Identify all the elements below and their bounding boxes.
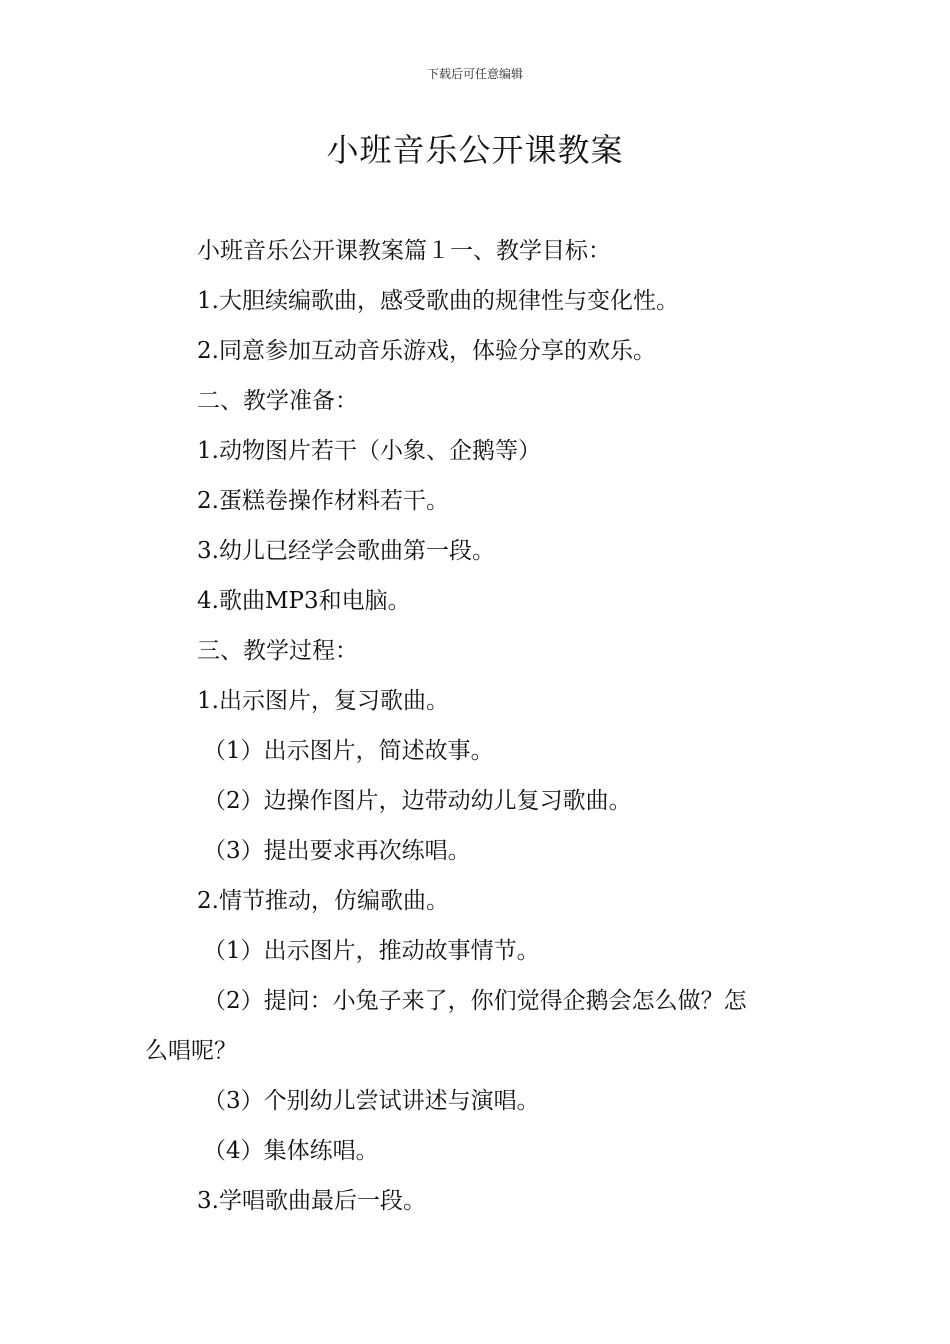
paragraph: （4）集体练唱。	[203, 1138, 379, 1164]
paragraph: 2.情节推动，仿编歌曲。	[197, 888, 449, 914]
document-body	[145, 226, 810, 1226]
paragraph: （1）出示图片，推动故事情节。	[203, 938, 540, 964]
paragraph: 小班音乐公开课教案篇１一、教学目标：	[197, 238, 611, 264]
header-note: 下载后可任意编辑	[426, 67, 523, 81]
paragraph: 1.大胆续编歌曲，感受歌曲的规律性与变化性。	[197, 288, 679, 314]
paragraph: 4.歌曲MP3和电脑。	[197, 588, 411, 614]
paragraph: （2）提问：小兔子来了，你们觉得企鹅会怎么做？怎	[203, 988, 747, 1014]
paragraph: 2.蛋糕卷操作材料若干。	[197, 488, 449, 514]
paragraph: （2）边操作图片，边带动幼儿复习歌曲。	[203, 788, 632, 814]
paragraph-continuation: 么唱呢？	[145, 1038, 237, 1064]
paragraph: （3）个别幼儿尝试讲述与演唱。	[203, 1088, 540, 1114]
paragraph: 2.同意参加互动音乐游戏，体验分享的欢乐。	[197, 338, 656, 364]
paragraph: （3）提出要求再次练唱。	[203, 838, 471, 864]
section-heading: 三、教学过程：	[197, 638, 358, 664]
paragraph: 3.幼儿已经学会歌曲第一段。	[197, 538, 495, 564]
section-heading: 二、教学准备：	[197, 388, 358, 414]
paragraph: 1.动物图片若干（小象、企鹅等）	[197, 438, 541, 464]
paragraph: 1.出示图片，复习歌曲。	[197, 688, 449, 714]
paragraph: （1）出示图片，简述故事。	[203, 738, 494, 764]
document-title: 小班音乐公开课教案	[326, 131, 624, 169]
paragraph: 3.学唱歌曲最后一段。	[197, 1188, 426, 1214]
